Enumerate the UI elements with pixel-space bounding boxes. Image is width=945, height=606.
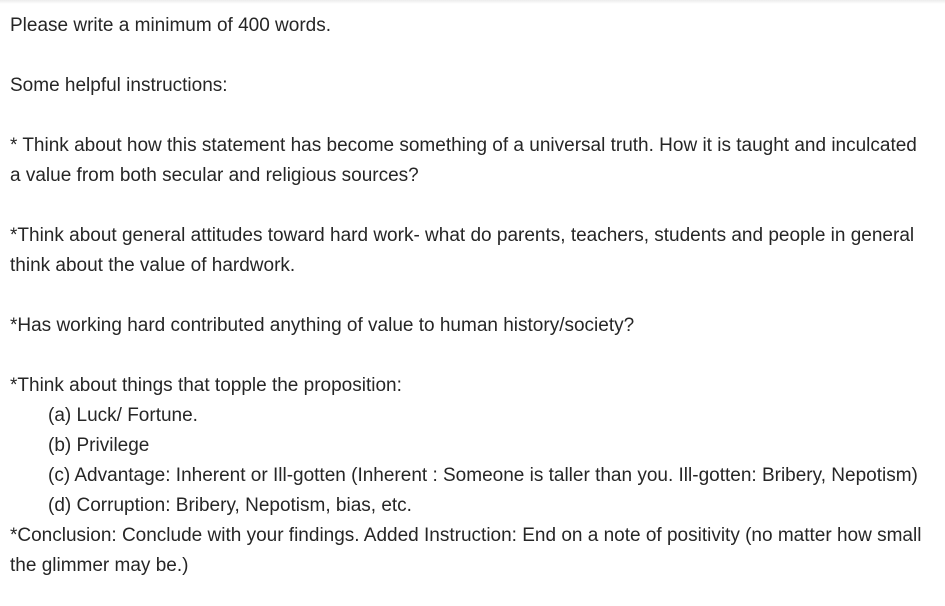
attitudes-point-line-2: think about the value of hardwork. bbox=[10, 255, 296, 276]
instructions-heading: Some helpful instructions: bbox=[10, 75, 228, 96]
top-edge-shadow bbox=[0, 0, 945, 4]
conclusion-line-1: *Conclusion: Conclude with your findings. Added Instruction: End on a note of positivity (no matter how small bbox=[10, 525, 922, 546]
topple-point-heading: *Think about things that topple the proposition: bbox=[10, 375, 402, 396]
conclusion-line-2: the glimmer may be.) bbox=[10, 555, 189, 576]
spacer bbox=[10, 191, 945, 221]
topple-item-luck: (a) Luck/ Fortune. bbox=[48, 405, 198, 426]
spacer bbox=[10, 41, 945, 71]
word-count-requirement: Please write a minimum of 400 words. bbox=[10, 15, 332, 36]
history-point: *Has working hard contributed anything of value to human history/society? bbox=[10, 315, 635, 336]
spacer bbox=[10, 101, 945, 131]
universal-truth-point-line-2: a value from both secular and religious sources? bbox=[10, 165, 419, 186]
spacer bbox=[10, 281, 945, 311]
topple-item-corruption: (d) Corruption: Bribery, Nepotism, bias, etc. bbox=[48, 495, 412, 516]
instructions-document bbox=[10, 11, 945, 581]
attitudes-point-line-1: *Think about general attitudes toward hard work- what do parents, teachers, students and people in general bbox=[10, 225, 915, 246]
topple-item-advantage: (c) Advantage: Inherent or Ill-gotten (Inherent : Someone is taller than you. Ill-gotten: Bribery, Nepotism) bbox=[48, 465, 918, 486]
topple-item-privilege: (b) Privilege bbox=[48, 435, 150, 456]
spacer bbox=[10, 341, 945, 371]
universal-truth-point-line-1: * Think about how this statement has become something of a universal truth. How it is taught and inculcated bbox=[10, 135, 917, 156]
